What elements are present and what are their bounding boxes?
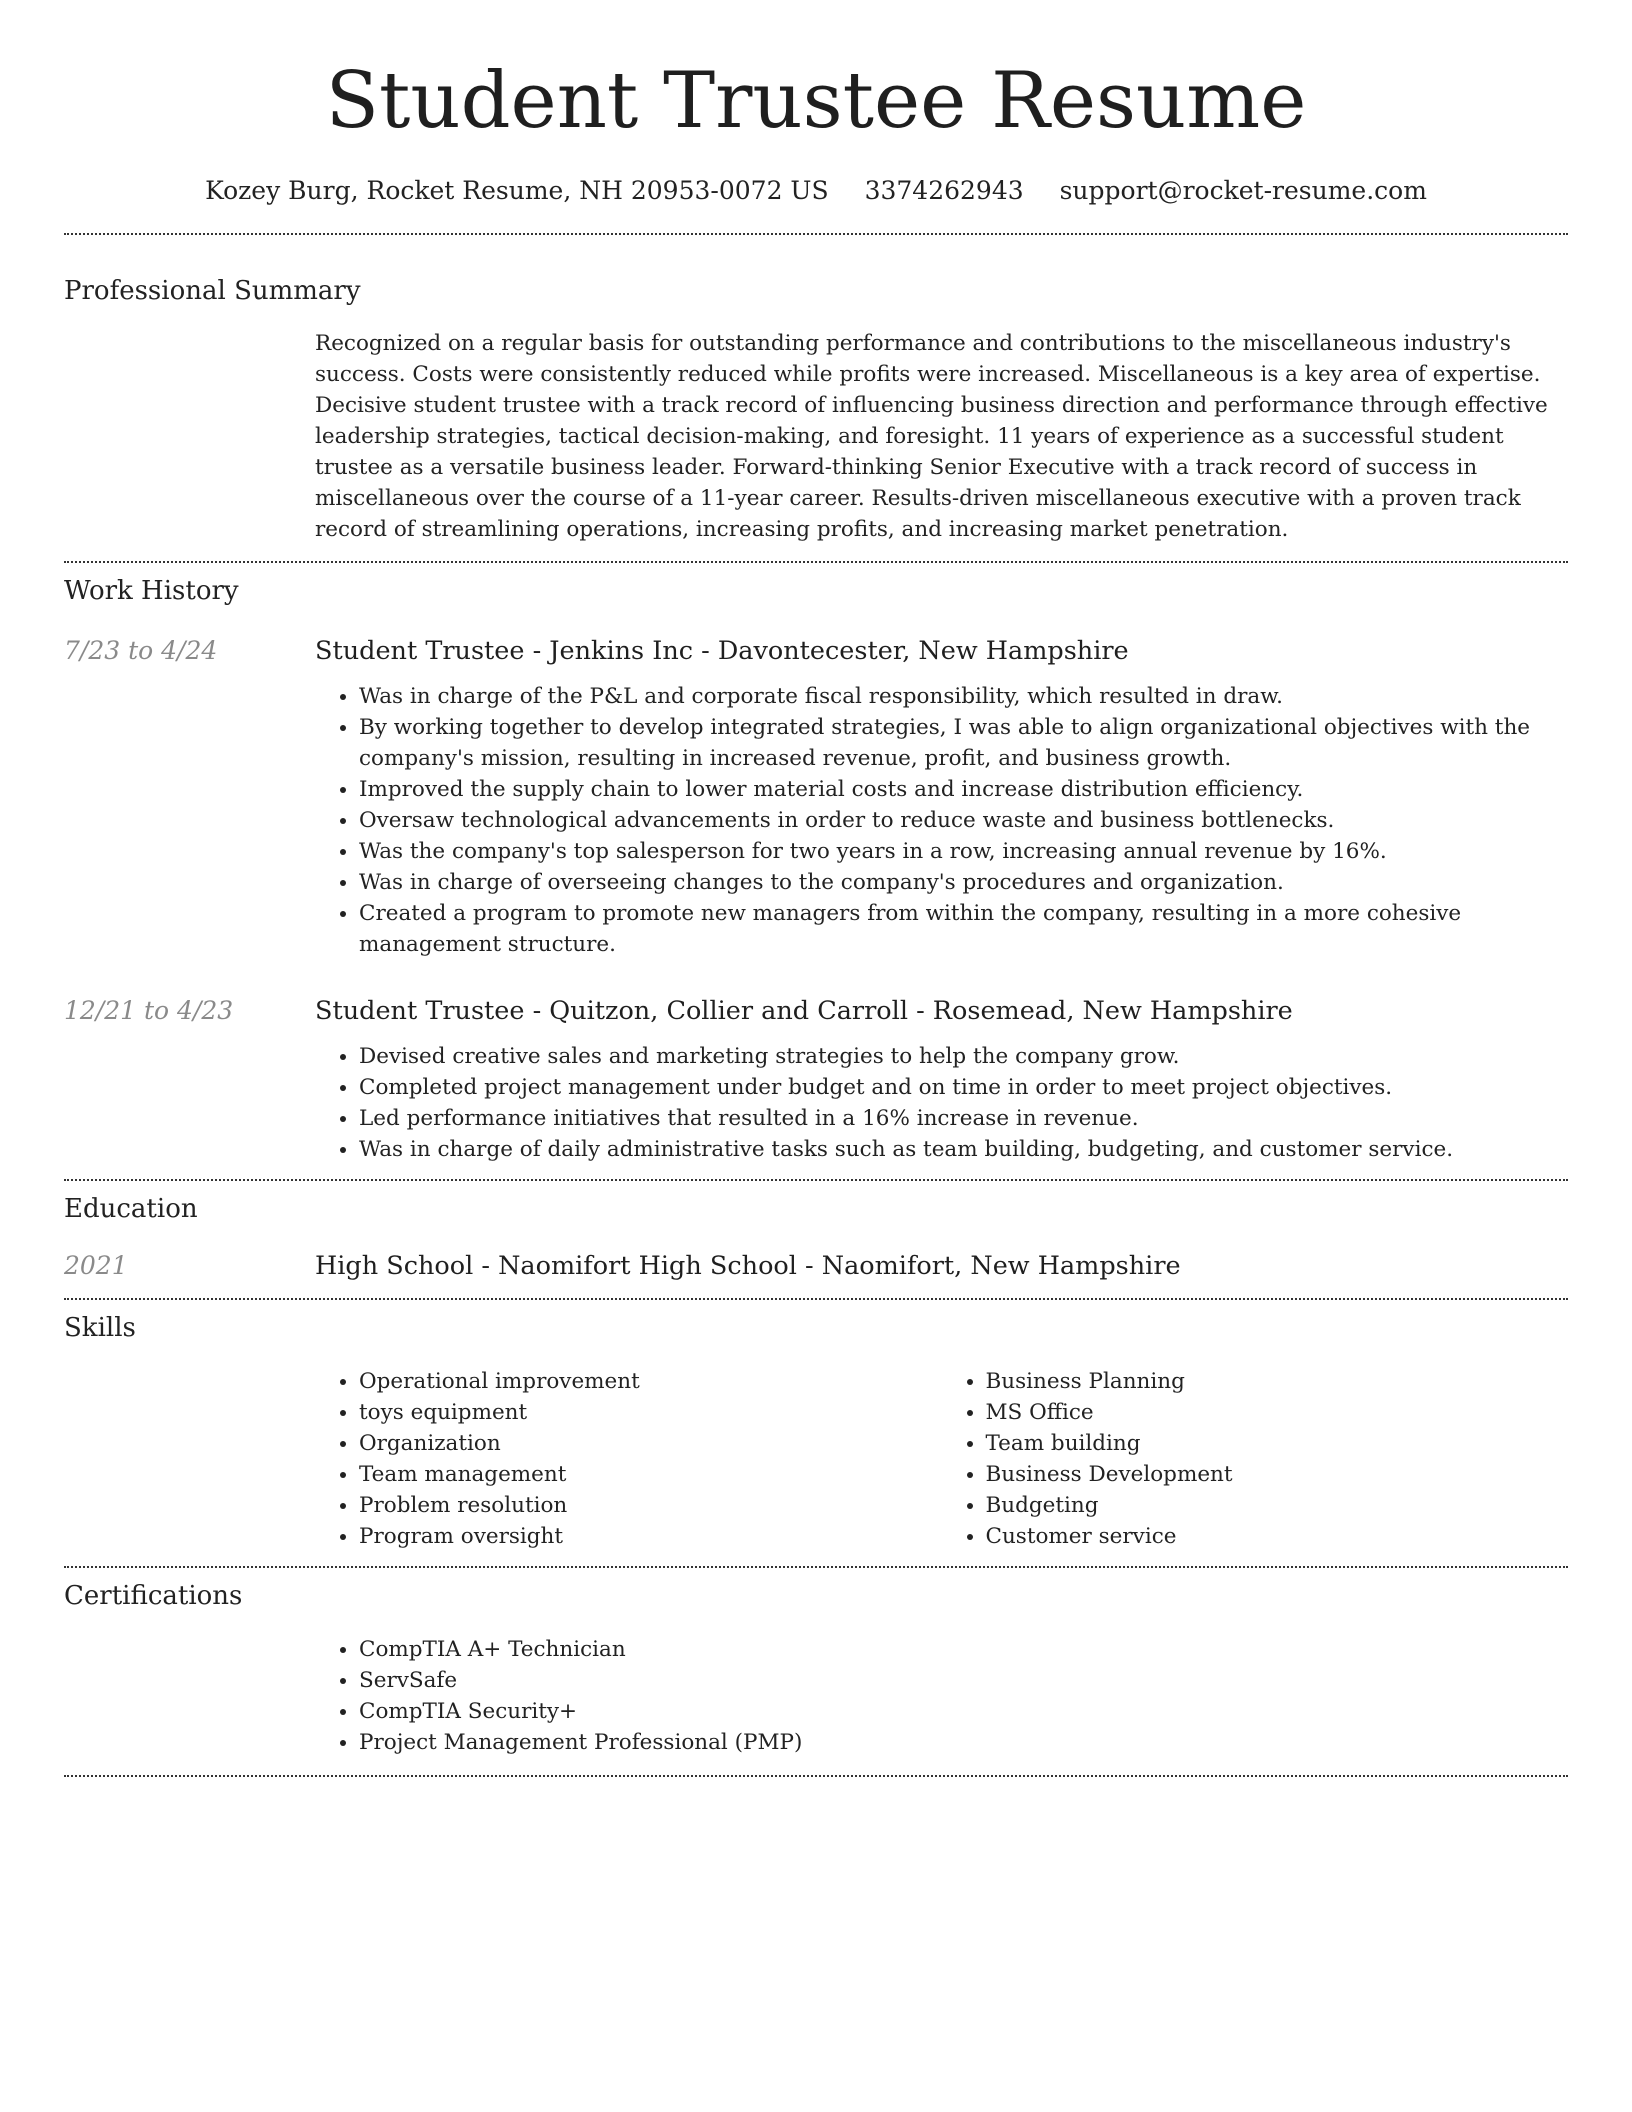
education-entry [64, 1249, 1568, 1283]
job-bullet: • Completed project management under budget and on time in order to meet project objectives. [359, 1072, 1568, 1103]
skills-section [64, 1310, 1568, 1552]
education-date: 2021 [64, 1251, 128, 1280]
job-bullet: • By working together to develop integrated strategies, I was able to align organizational objectives with the company's mission, resulting in increased revenue, profit, and business growth. [359, 712, 1568, 774]
skill-item: • Business Development [986, 1459, 1569, 1490]
skill-item: • toys equipment [359, 1397, 942, 1428]
skills-grid [315, 1366, 1568, 1552]
certification-item: • CompTIA Security+ [359, 1696, 1568, 1727]
resume-page [64, 0, 1568, 1777]
certification-item: • CompTIA A+ Technician [359, 1634, 1568, 1665]
job-bullet: • Oversaw technological advancements in order to reduce waste and business bottlenecks. [359, 805, 1568, 836]
divider-skills [64, 1566, 1568, 1568]
job-entry [64, 634, 1568, 960]
job-heading: Student Trustee - Jenkins Inc - Davontecester, New Hampshire [315, 636, 1129, 666]
certifications-section [64, 1578, 1568, 1758]
divider-header [64, 233, 1568, 235]
contact-email: support@rocket-resume.com [1059, 176, 1427, 205]
summary-text: Recognized on a regular basis for outstanding performance and contributions to the miscellaneous industry's success. Costs were consistently reduced while profits were increased. Miscellaneous is a key area of expertise. Decisive student trustee with a track record of influencing business direction and performance through effective leadership strategies, tactical decision-making, and foresight. 11 years of experience as a successful student trustee as a versatile business leader. Forward-thinking Senior Executive with a track record of success in miscellaneous over the course of a 11-year career. Results-driven miscellaneous executive with a proven track record of streamlining operations, increasing profits, and increasing market penetration. [315, 331, 1548, 542]
job-bullet: • Was the company's top salesperson for two years in a row, increasing annual revenue by 16%. [359, 836, 1568, 867]
skill-item: • MS Office [986, 1397, 1569, 1428]
certifications-wrap [315, 1634, 1568, 1758]
work-history-section [64, 573, 1568, 1165]
job-bullets-wrap [315, 681, 1568, 960]
job-bullets [315, 681, 1568, 960]
skill-item: • Operational improvement [359, 1366, 942, 1397]
skills-section-title: Skills [64, 1313, 136, 1343]
contact-phone: 3374262943 [864, 176, 1024, 205]
skill-item: • Organization [359, 1428, 942, 1459]
divider-work [64, 1179, 1568, 1181]
divider-education [64, 1298, 1568, 1300]
skill-item: • Budgeting [986, 1490, 1569, 1521]
job-bullet: • Was in charge of daily administrative tasks such as team building, budgeting, and customer service. [359, 1134, 1568, 1165]
certifications-section-title: Certifications [64, 1581, 243, 1611]
job-bullets [315, 1041, 1568, 1165]
resume-title: Student Trustee Resume [325, 56, 1307, 146]
skill-item: • Team management [359, 1459, 942, 1490]
job-heading: Student Trustee - Quitzon, Collier and Carroll - Rosemead, New Hampshire [315, 996, 1293, 1026]
job-bullet: • Was in charge of overseeing changes to the company's procedures and organization. [359, 867, 1568, 898]
contact-line [64, 174, 1568, 208]
summary-section [64, 273, 1568, 545]
skill-item: • Program oversight [359, 1521, 942, 1552]
education-section [64, 1191, 1568, 1283]
job-dates: 7/23 to 4/24 [64, 636, 218, 665]
contact-address: Kozey Burg, Rocket Resume, NH 20953-0072 US [205, 176, 829, 205]
education-section-title: Education [64, 1194, 198, 1224]
job-bullet: • Led performance initiatives that resulted in a 16% increase in revenue. [359, 1103, 1568, 1134]
skill-item: • Customer service [986, 1521, 1569, 1552]
skills-list-right [942, 1366, 1569, 1552]
skills-list-left [315, 1366, 942, 1552]
divider-summary [64, 561, 1568, 563]
job-bullet: • Was in charge of the P&L and corporate fiscal responsibility, which resulted in draw. [359, 681, 1568, 712]
divider-footer [64, 1775, 1568, 1777]
job-bullets-wrap [315, 1041, 1568, 1165]
skill-item: • Business Planning [986, 1366, 1569, 1397]
certifications-list [315, 1634, 1568, 1758]
job-bullet: • Improved the supply chain to lower material costs and increase distribution efficiency. [359, 774, 1568, 805]
summary-section-title: Professional Summary [64, 276, 361, 306]
skill-item: • Team building [986, 1428, 1569, 1459]
certification-item: • Project Management Professional (PMP) [359, 1727, 1568, 1758]
work-history-section-title: Work History [64, 576, 239, 606]
certification-item: • ServSafe [359, 1665, 1568, 1696]
job-entry [64, 994, 1568, 1165]
job-bullet: • Devised creative sales and marketing strategies to help the company grow. [359, 1041, 1568, 1072]
education-heading: High School - Naomifort High School - Naomifort, New Hampshire [315, 1251, 1181, 1281]
job-bullet: • Created a program to promote new managers from within the company, resulting in a more cohesive management structure. [359, 898, 1568, 960]
skill-item: • Problem resolution [359, 1490, 942, 1521]
job-dates: 12/21 to 4/23 [64, 996, 234, 1025]
